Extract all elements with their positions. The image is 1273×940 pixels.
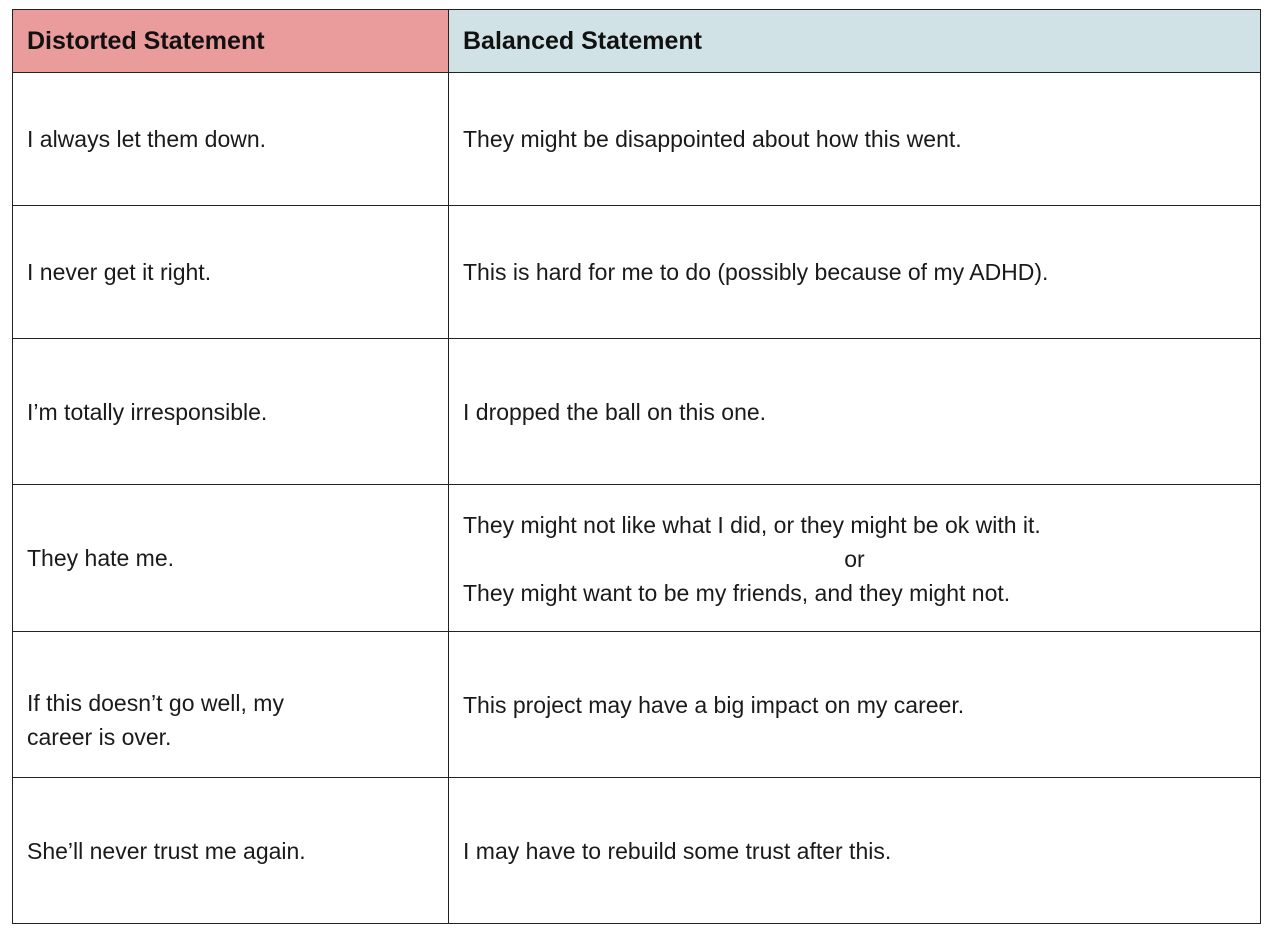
distorted-statement-cell: I always let them down. — [13, 73, 449, 206]
balanced-statement-cell: They might be disappointed about how this went. — [449, 73, 1261, 206]
table-row — [13, 339, 1261, 485]
header-row — [13, 10, 1261, 73]
table-row — [13, 73, 1261, 206]
distorted-statement-cell: She’ll never trust me again. — [13, 778, 449, 924]
balanced-statement-cell: This project may have a big impact on my career. — [449, 632, 1261, 778]
distorted-statement-cell: They hate me. — [13, 485, 449, 632]
balanced-option-two: They might want to be my friends, and they might not. — [463, 580, 1011, 606]
distorted-line: If this doesn’t go well, my — [27, 689, 284, 716]
statement-comparison-table — [12, 9, 1261, 924]
distorted-statement-cell: I’m totally irresponsible. — [13, 339, 449, 485]
balanced-statement-cell — [449, 485, 1261, 632]
distorted-statement-cell: I never get it right. — [13, 206, 449, 339]
distorted-line: career is over. — [27, 723, 172, 750]
distorted-statement-cell — [13, 632, 449, 778]
table-row — [13, 206, 1261, 339]
balanced-statement-header: Balanced Statement — [449, 10, 1261, 73]
balanced-statement-cell: I dropped the ball on this one. — [449, 339, 1261, 485]
table-row — [13, 485, 1261, 632]
table-row — [13, 632, 1261, 778]
balanced-option-one: They might not like what I did, or they might be ok with it. — [463, 512, 1041, 538]
balanced-statement-cell: I may have to rebuild some trust after this. — [449, 778, 1261, 924]
balanced-statement-cell: This is hard for me to do (possibly because of my ADHD). — [449, 206, 1261, 339]
distorted-statement-header: Distorted Statement — [13, 10, 449, 73]
table-row — [13, 778, 1261, 924]
or-separator: or — [844, 546, 865, 572]
